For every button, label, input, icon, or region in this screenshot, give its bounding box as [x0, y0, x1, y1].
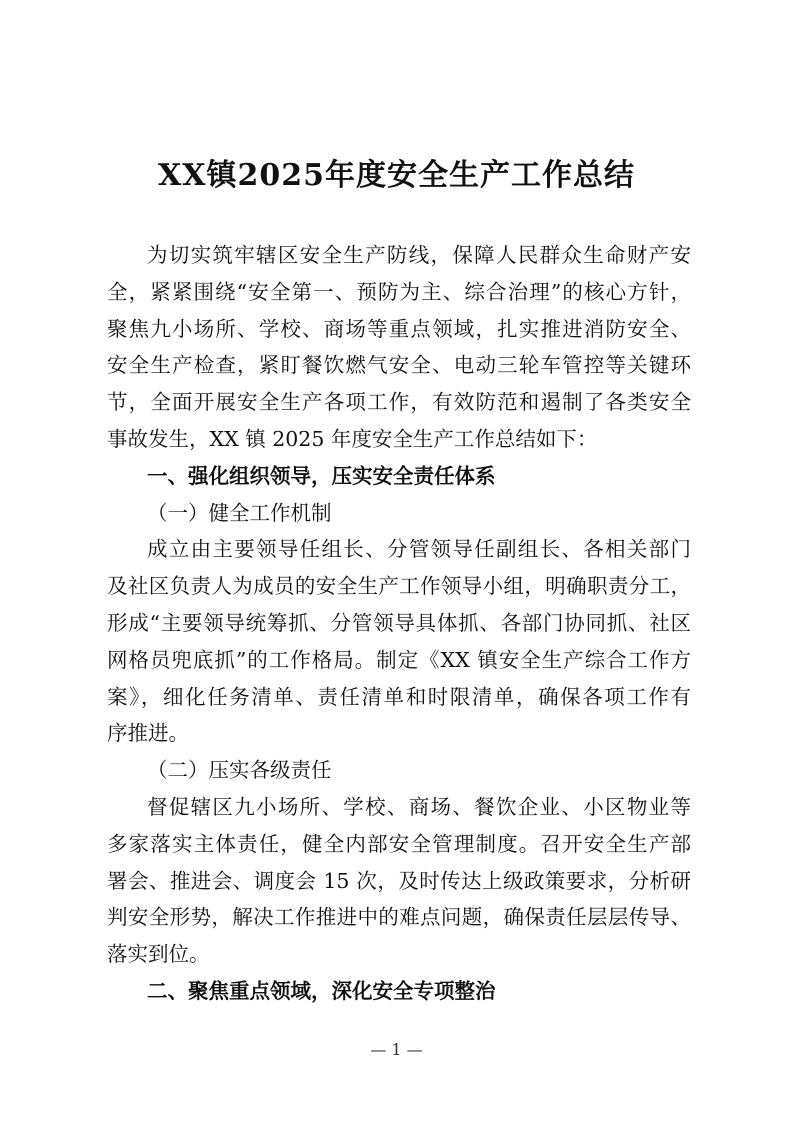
- text-line: 安全生产检查，紧盯餐饮燃气安全、电动三轮车管控等关键环: [107, 353, 691, 378]
- text-line: 署会、推进会、调度会 15 次，及时传达上级政策要求，分析研: [107, 868, 691, 893]
- paragraph: [107, 789, 691, 973]
- text-line: 二、聚焦重点领域，深化安全专项整治: [147, 978, 496, 1003]
- text-line: 为切实筑牢辖区安全生产防线，保障人民群众生命财产安: [147, 243, 691, 267]
- text-line: 形成“主要领导统筹抓、分管领导具体抓、各部门协同抓、社区: [107, 610, 691, 635]
- text-line: 聚焦九小场所、学校、商场等重点领域，扎实推进消防安全、: [107, 316, 691, 341]
- text-line: 及社区负责人为成员的安全生产工作领导小组，明确职责分工，: [107, 574, 691, 599]
- subsection-heading: [107, 495, 691, 532]
- text-line: 序推进。: [107, 721, 189, 746]
- text-line: 节，全面开展安全生产各项工作，有效防范和遏制了各类安全: [107, 390, 691, 415]
- document-body: [107, 237, 691, 1010]
- text-line: 督促辖区九小场所、学校、商场、餐饮企业、小区物业等: [147, 794, 691, 819]
- document-title: XX镇2025年度安全生产工作总结: [157, 158, 636, 193]
- section-heading: [107, 458, 691, 495]
- text-line: （一）健全工作机制: [147, 500, 332, 525]
- section-heading: [107, 973, 691, 1010]
- text-line: （二）压实各级责任: [147, 758, 332, 783]
- text-line: 成立由主要领导任组长、分管领导任副组长、各相关部门: [147, 537, 691, 562]
- text-line: 全，紧紧围绕“安全第一、预防为主、综合治理”的核心方针，: [107, 279, 691, 304]
- text-line: 事故发生，XX 镇 2025 年度安全生产工作总结如下：: [107, 426, 598, 451]
- text-line: 网格员兜底抓”的工作格局。制定《XX 镇安全生产综合工作方: [107, 647, 691, 672]
- text-line: 多家落实主体责任，健全内部安全管理制度。召开安全生产部: [107, 831, 691, 856]
- text-line: 案》，细化任务清单、责任清单和时限清单，确保各项工作有: [107, 684, 691, 709]
- subsection-heading: [107, 752, 691, 789]
- text-line: 一、强化组织领导，压实安全责任体系: [147, 463, 496, 488]
- page-number: — 1 —: [370, 1040, 423, 1059]
- text-line: 落实到位。: [107, 942, 210, 967]
- paragraph: [107, 531, 691, 752]
- paragraph: [107, 237, 691, 458]
- text-line: 判安全形势，解决工作推进中的难点问题，确保责任层层传导、: [107, 905, 691, 930]
